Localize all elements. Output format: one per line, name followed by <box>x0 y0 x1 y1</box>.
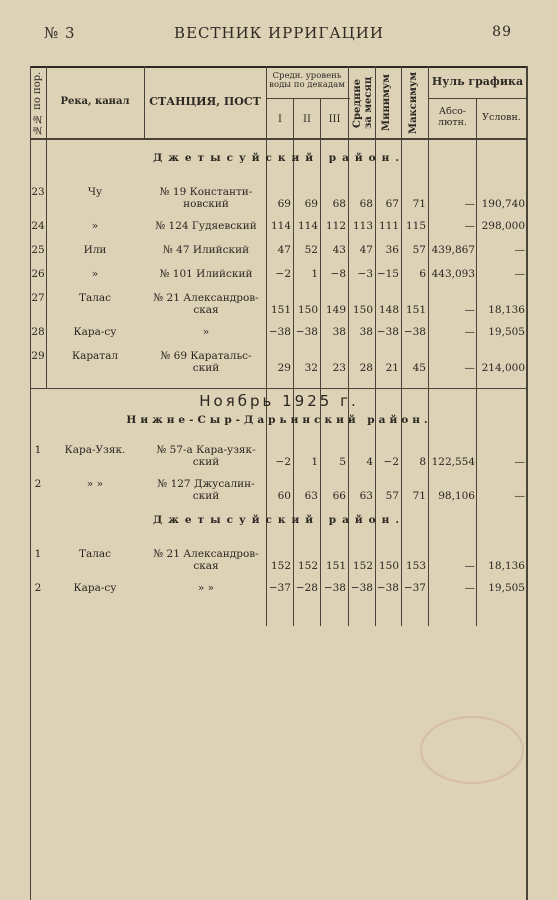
cell-river: Или <box>83 244 107 256</box>
col-max-head: Максимум <box>408 71 419 134</box>
cell-avg: 150 <box>352 304 373 316</box>
cell-d1: −2 <box>275 268 291 280</box>
cell-d1: 60 <box>277 490 291 502</box>
cell-abs: — <box>464 220 475 232</box>
cell-d2: 32 <box>304 362 318 374</box>
cell-d2: 152 <box>297 560 318 572</box>
data-table <box>30 66 528 900</box>
cell-n: 1 <box>34 548 42 560</box>
section-dzhetysu-2: Джетысуйский район. <box>152 514 406 526</box>
cell-max: 71 <box>412 198 426 210</box>
journal-title: ВЕСТНИК ИРРИГАЦИИ <box>174 24 384 42</box>
station-line-1: » <box>202 326 210 338</box>
month-heading: Ноябрь 1925 г. <box>199 392 359 410</box>
cell-min: 57 <box>385 490 399 502</box>
col-min-head: Минимум <box>381 74 392 132</box>
cell-avg: −3 <box>357 268 373 280</box>
issue-number: № 3 <box>44 24 76 42</box>
zero-sub-rule <box>428 98 528 99</box>
cell-river: Кара-су <box>73 582 117 594</box>
cell-abs: — <box>464 362 475 374</box>
cell-river: Чу <box>87 186 103 198</box>
cell-n: 2 <box>34 478 42 490</box>
cell-cond: — <box>514 490 525 502</box>
cell-station <box>150 186 262 210</box>
cell-avg: 113 <box>352 220 373 232</box>
station-line-1: » » <box>197 582 215 594</box>
cell-d3: 43 <box>332 244 346 256</box>
header-bottom-rule <box>30 138 528 140</box>
cell-max: 6 <box>419 268 426 280</box>
rule-right <box>526 66 528 900</box>
cell-max: −37 <box>403 582 426 594</box>
cell-avg: 28 <box>359 362 373 374</box>
cell-cond: 19,505 <box>488 326 525 338</box>
cell-d3: −38 <box>323 582 346 594</box>
cell-d1: 47 <box>277 244 291 256</box>
cell-river: Кара-Узяк. <box>64 444 126 456</box>
rule-max <box>428 66 429 626</box>
cell-avg: 68 <box>359 198 373 210</box>
station-line-1: № 47 Илийский <box>162 244 250 256</box>
cell-n: 25 <box>31 244 45 256</box>
cell-max: 153 <box>405 560 426 572</box>
cell-d3: 112 <box>325 220 346 232</box>
station-line-1: № 19 Константи- <box>159 186 253 198</box>
rule-river-head <box>144 66 145 140</box>
station-line-1: № 57-а Кара-узяк- <box>156 444 256 456</box>
station-line-1: № 21 Александров- <box>153 548 259 560</box>
col-d1-head: I <box>278 114 282 125</box>
month-rule <box>30 388 528 389</box>
cell-abs: — <box>464 560 475 572</box>
cell-cond: 190,740 <box>481 198 525 210</box>
col-d2-head: II <box>303 114 311 125</box>
cell-d2: 63 <box>304 490 318 502</box>
cell-d1: −2 <box>275 456 291 468</box>
table-top-rule <box>30 66 528 68</box>
cell-d3: 38 <box>332 326 346 338</box>
cell-max: 71 <box>412 490 426 502</box>
cell-min: −2 <box>383 456 399 468</box>
cell-min: 36 <box>385 244 399 256</box>
cell-river: » <box>91 220 99 232</box>
col-avg-head: Средние за месяц <box>352 76 374 130</box>
cell-d3: 66 <box>332 490 346 502</box>
station-line-2: ский <box>192 362 220 374</box>
cell-station <box>150 478 262 502</box>
cell-max: 115 <box>405 220 426 232</box>
station-line-1: № 124 Гудяевский <box>155 220 257 232</box>
cell-min: 111 <box>378 220 399 232</box>
cell-d2: −38 <box>295 326 318 338</box>
cell-d1: −37 <box>268 582 291 594</box>
cell-river: Талас <box>78 548 112 560</box>
cell-d3: 68 <box>332 198 346 210</box>
cell-abs: — <box>464 326 475 338</box>
cell-avg: 152 <box>352 560 373 572</box>
cell-min: −38 <box>376 582 399 594</box>
cell-n: 1 <box>34 444 42 456</box>
cell-cond: 18,136 <box>488 560 525 572</box>
col-d3-head: III <box>328 114 341 125</box>
col-num-head: №№ по пор. <box>32 71 43 135</box>
cell-cond: — <box>514 268 525 280</box>
cell-n: 28 <box>31 326 45 338</box>
cell-station <box>150 582 262 594</box>
station-line-2: ский <box>192 490 220 502</box>
cell-station <box>150 350 262 374</box>
station-line-2: ский <box>192 456 220 468</box>
cell-river: Каратал <box>71 350 119 362</box>
cell-abs: 98,106 <box>438 490 475 502</box>
cell-d2: 69 <box>304 198 318 210</box>
cell-max: −38 <box>403 326 426 338</box>
cell-abs: 122,554 <box>431 456 475 468</box>
col-station-head: СТАНЦИЯ, ПОСТ <box>149 95 261 108</box>
cell-station <box>150 292 262 316</box>
cell-cond: — <box>514 244 525 256</box>
cell-abs: — <box>464 198 475 210</box>
col-zero-head: Нуль графика <box>431 75 524 88</box>
cell-d3: −8 <box>330 268 346 280</box>
cell-d2: 52 <box>304 244 318 256</box>
cell-n: 29 <box>31 350 45 362</box>
cell-cond: — <box>514 456 525 468</box>
cell-d3: 149 <box>325 304 346 316</box>
faded-stamp <box>420 716 524 784</box>
cell-min: −15 <box>376 268 399 280</box>
station-line-1: № 101 Илийский <box>159 268 253 280</box>
cell-d2: −28 <box>295 582 318 594</box>
cell-min: −38 <box>376 326 399 338</box>
cell-d3: 151 <box>325 560 346 572</box>
cell-station <box>150 268 262 280</box>
cell-min: 21 <box>385 362 399 374</box>
page-number: 89 <box>492 24 512 40</box>
col-decade-head: Средн. уровень воды по декадам <box>269 71 345 90</box>
cell-avg: 38 <box>359 326 373 338</box>
cell-river: Кара-су <box>73 326 117 338</box>
cell-river: » <box>91 268 99 280</box>
station-line-2: ская <box>193 560 219 572</box>
col-cond-head: Условн. <box>482 112 521 123</box>
cell-d1: 114 <box>270 220 291 232</box>
cell-d1: 152 <box>270 560 291 572</box>
cell-d3: 5 <box>339 456 346 468</box>
decade-sub-rule <box>266 98 350 99</box>
cell-abs: — <box>464 582 475 594</box>
cell-cond: 298,000 <box>481 220 525 232</box>
cell-station <box>150 244 262 256</box>
col-river-head: Река, канал <box>60 96 130 107</box>
cell-d2: 1 <box>311 268 318 280</box>
cell-d3: 23 <box>332 362 346 374</box>
cell-cond: 18,136 <box>488 304 525 316</box>
station-line-2: ская <box>193 304 219 316</box>
cell-river: Талас <box>78 292 112 304</box>
cell-d2: 150 <box>297 304 318 316</box>
cell-d1: 151 <box>270 304 291 316</box>
rule-num <box>46 66 47 388</box>
rule-station <box>266 66 267 626</box>
cell-avg: 4 <box>366 456 373 468</box>
section-dzhetysu-1: Джетысуйский район. <box>152 152 406 164</box>
cell-n: 26 <box>31 268 45 280</box>
cell-avg: −38 <box>350 582 373 594</box>
cell-min: 150 <box>378 560 399 572</box>
cell-abs: 439,867 <box>431 244 475 256</box>
cell-min: 67 <box>385 198 399 210</box>
cell-avg: 47 <box>359 244 373 256</box>
cell-avg: 63 <box>359 490 373 502</box>
cell-d2: 114 <box>297 220 318 232</box>
cell-station <box>150 548 262 572</box>
section-nizhne-syr-darya: Нижне-Сыр-Дарьинский район. <box>126 414 432 426</box>
cell-max: 151 <box>405 304 426 316</box>
cell-n: 23 <box>31 186 45 198</box>
station-line-1: № 69 Каратальс- <box>160 350 252 362</box>
cell-station <box>150 326 262 338</box>
cell-abs: 443,093 <box>431 268 475 280</box>
cell-max: 8 <box>419 456 426 468</box>
rule-avg <box>375 66 376 626</box>
station-line-2: новский <box>183 198 229 210</box>
cell-min: 148 <box>378 304 399 316</box>
cell-n: 27 <box>31 292 45 304</box>
rule-d3 <box>348 66 349 626</box>
cell-n: 2 <box>34 582 42 594</box>
cell-n: 24 <box>31 220 45 232</box>
cell-d2: 1 <box>311 456 318 468</box>
cell-d1: 29 <box>277 362 291 374</box>
cell-cond: 214,000 <box>481 362 525 374</box>
cell-station <box>150 220 262 232</box>
station-line-1: № 21 Александров- <box>153 292 259 304</box>
cell-station <box>150 444 262 468</box>
cell-d1: −38 <box>268 326 291 338</box>
station-line-1: № 127 Джусалин- <box>157 478 255 490</box>
cell-d1: 69 <box>277 198 291 210</box>
cell-cond: 19,505 <box>488 582 525 594</box>
col-abs-head: Абсо- лютн. <box>438 106 467 128</box>
cell-max: 45 <box>412 362 426 374</box>
cell-max: 57 <box>412 244 426 256</box>
cell-river: » » <box>86 478 104 490</box>
cell-abs: — <box>464 304 475 316</box>
rule-min <box>401 66 402 626</box>
